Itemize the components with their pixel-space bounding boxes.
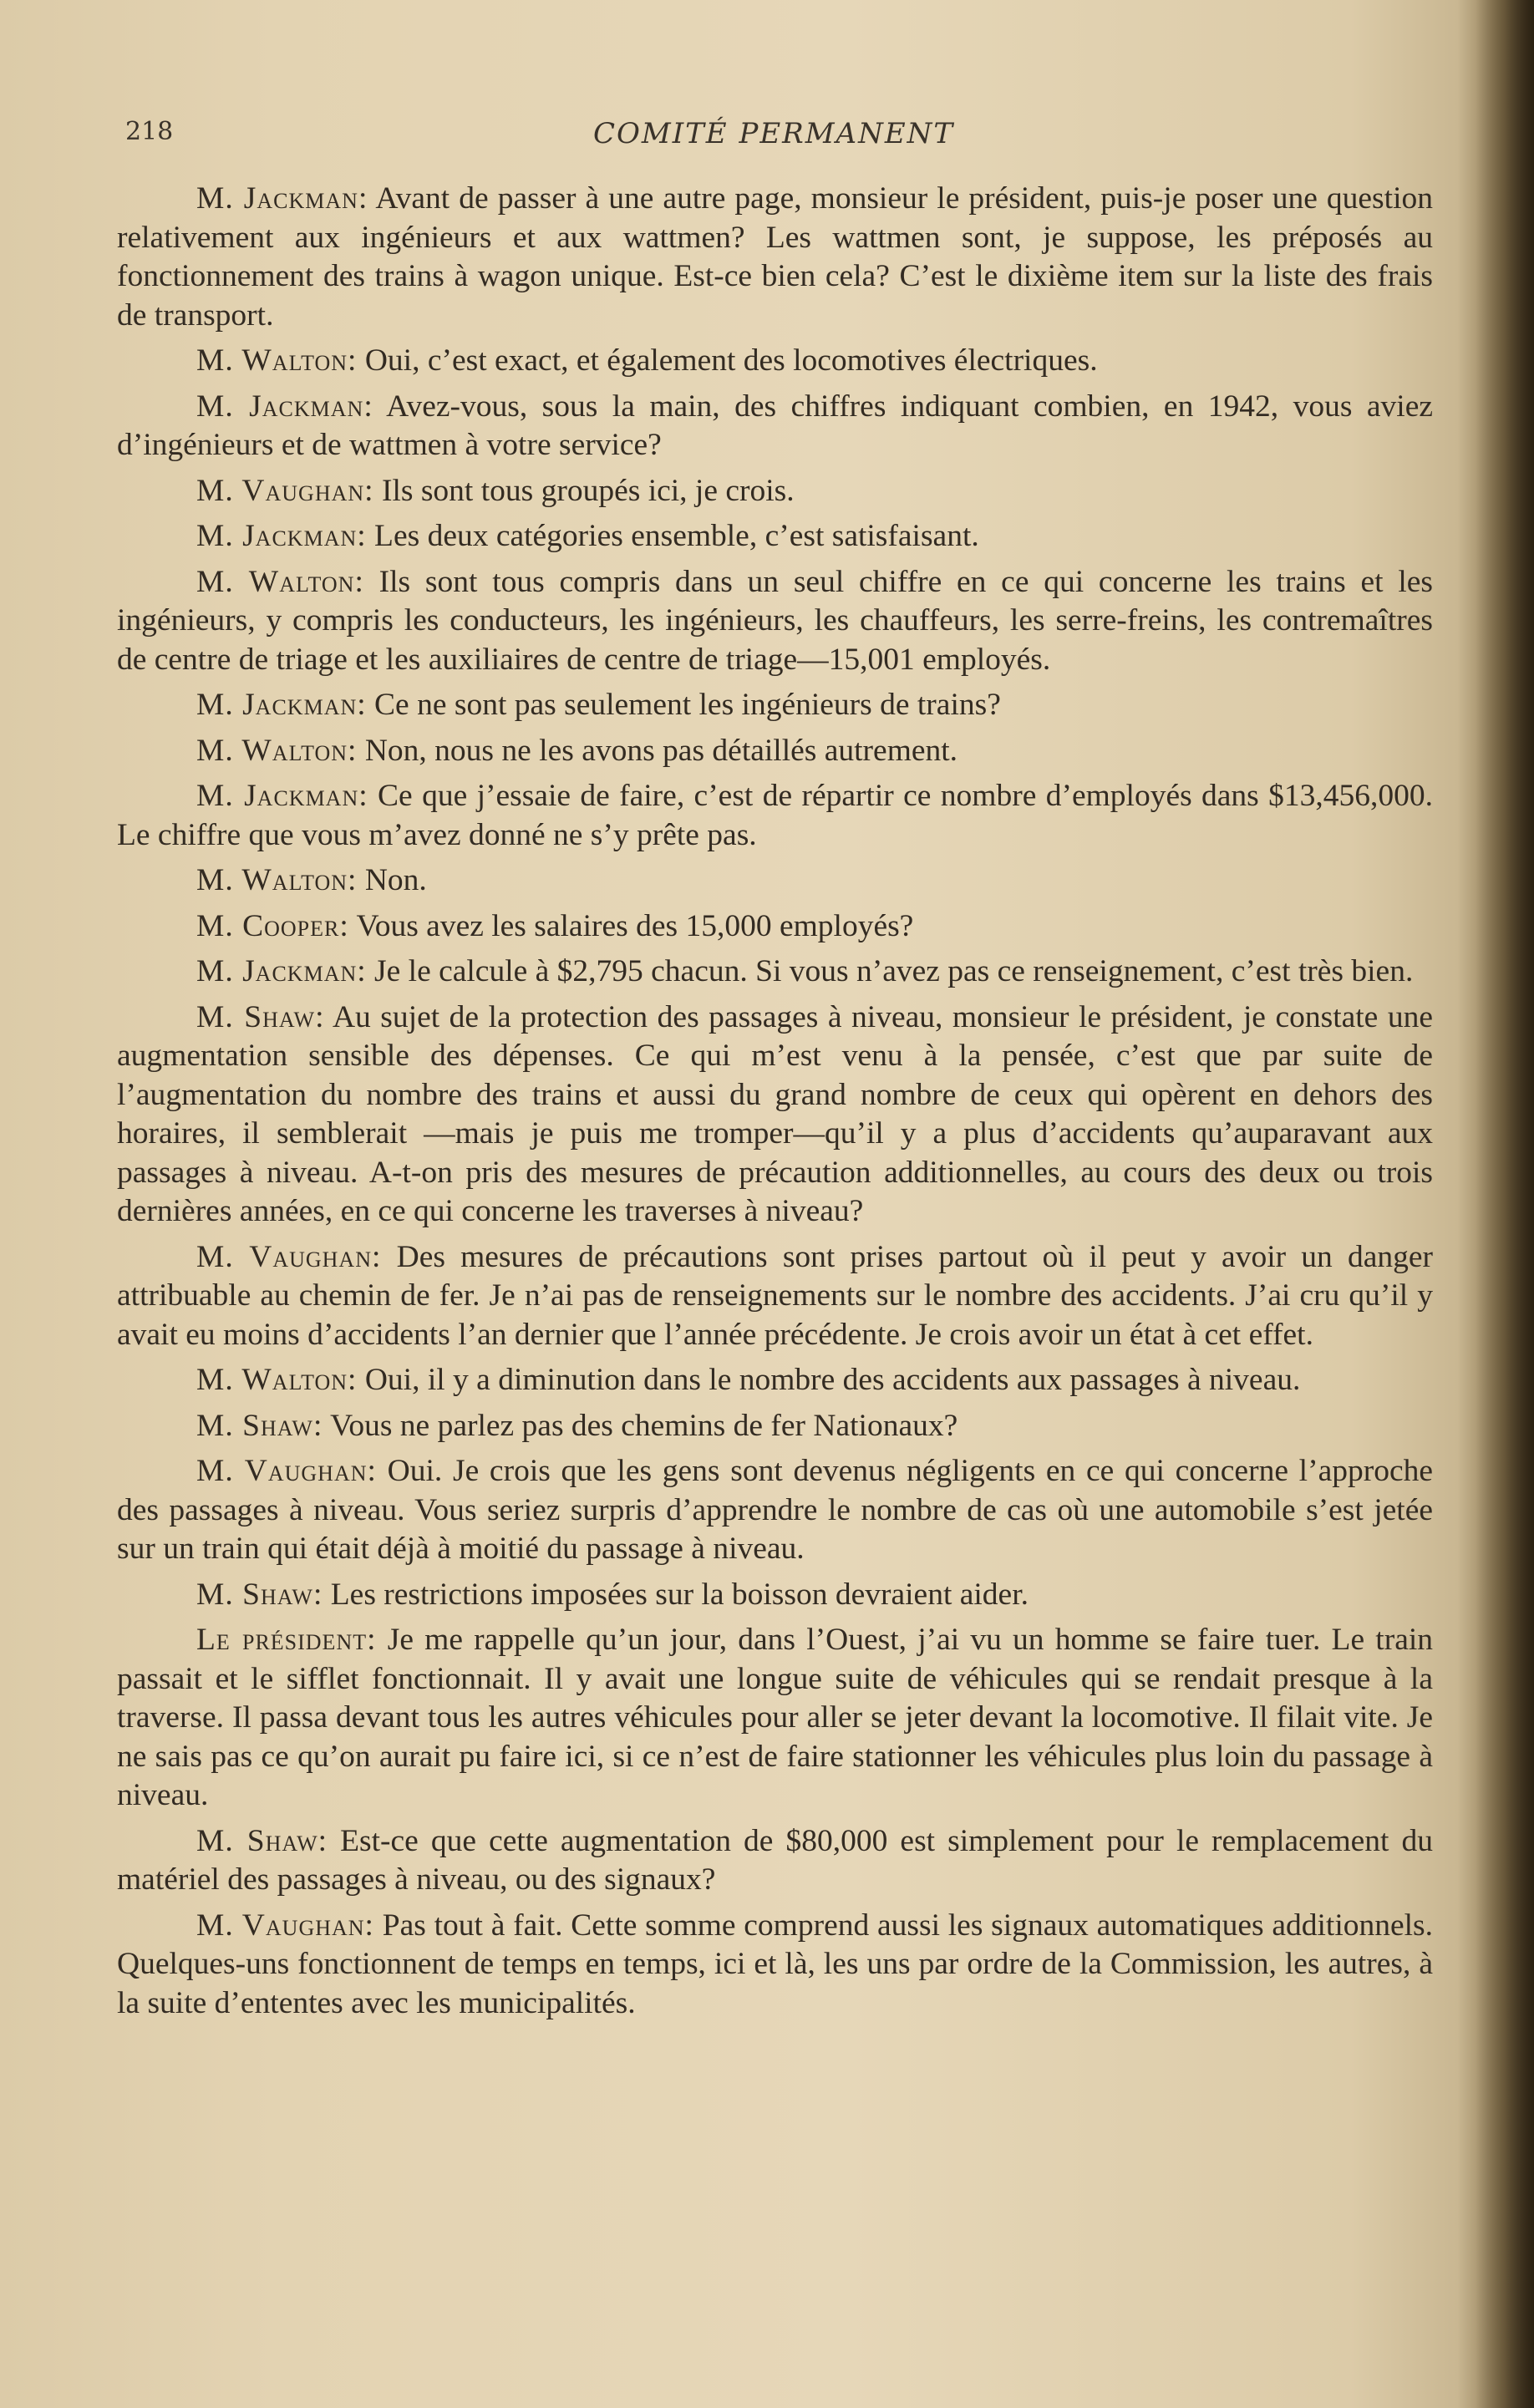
paragraph-text: Les deux catégories ensemble, c’est satisfaisant. [374, 519, 979, 553]
paragraph [117, 861, 1433, 901]
speaker-name: M. Walton: [196, 564, 364, 599]
paragraph [117, 1238, 1433, 1355]
speaker-name: M. Jackman: [196, 688, 367, 722]
paragraph [117, 1407, 1433, 1446]
paragraph [117, 1576, 1433, 1615]
paragraph-text: Les restrictions imposées sur la boisson devraient aider. [330, 1577, 1029, 1612]
page-header [125, 117, 1429, 159]
speaker-name: M. Shaw: [196, 999, 325, 1034]
binding-shadow [1476, 0, 1534, 2408]
paragraph-text: Avant de passer à une autre page, monsieur le président, puis-je poser une question relativement aux ingénieurs et aux wattmen? Les wattmen sont, je suppose, les préposés au fonctionnement des trains à wagon unique. Est-ce bien cela? C’est le dixième item sur la liste des frais de transport. [117, 181, 1433, 333]
speaker-name: M. Walton: [196, 863, 358, 897]
paragraph [117, 732, 1433, 771]
speaker-name: M. Shaw: [196, 1408, 323, 1443]
paragraph-text: Ils sont tous compris dans un seul chiffre en ce qui concerne les trains et les ingénieurs, y compris les conducteurs, les ingénieurs, les chauffeurs, les serre-freins, les contremaîtres de centre de triage et les auxiliaires de centre de triage—15,001 employés. [117, 564, 1433, 677]
paragraph-text: Je le calcule à $2,795 chacun. Si vous n’avez pas ce renseignement, c’est très bien. [374, 954, 1414, 988]
paragraph [117, 563, 1433, 680]
paragraph [117, 388, 1433, 465]
paragraph-text: Je me rappelle qu’un jour, dans l’Ouest, j’ai vu un homme se faire tuer. Le train passait et le sifflet fonctionnait. Il y avait une longue suite de véhicules qui se rendait presque à la traverse. Il passa devant tous les autres véhicules pour aller se jeter devant la locomotive. Il filait vite. Je ne sais pas ce qu’on aurait pu faire ici, si ce n’est de faire stationner les véhicules plus loin du passage à niveau. [117, 1623, 1434, 1812]
speaker-name: M. Jackman: [196, 181, 368, 216]
paragraph-text: Oui. Je crois que les gens sont devenus négligents en ce qui concerne l’approche des passages à niveau. Vous seriez surpris d’apprendre le nombre de cas où une automobile s’est jetée sur un train qui était déjà à moitié du passage à niveau. [117, 1454, 1434, 1566]
paragraph-text: Vous ne parlez pas des chemins de fer Nationaux? [330, 1408, 958, 1443]
paragraph [117, 1907, 1433, 2024]
paragraph [117, 686, 1433, 725]
paragraph-text: Ils sont tous groupés ici, je crois. [381, 473, 795, 508]
speaker-name: M. Vaughan: [196, 1239, 382, 1274]
paragraph-text: Ce que j’essaie de faire, c’est de répartir ce nombre d’employés dans $13,456,000. Le chiffre que vous m’avez donné ne s’y prête pas. [117, 779, 1434, 852]
paragraph-text: Non, nous ne les avons pas détaillés autrement. [364, 733, 958, 768]
speaker-name: M. Walton: [196, 733, 358, 768]
paragraph-text: Des mesures de précautions sont prises partout où il peut y avoir un danger attribuable au chemin de fer. Je n’ai pas de renseignements sur le nombre des accidents. J’ai cru qu’il y avait eu moins d’accidents l’an dernier que l’année précédente. Je crois avoir un état à cet effet. [117, 1239, 1434, 1352]
paragraph [117, 1621, 1433, 1816]
speaker-name: M. Cooper: [196, 908, 349, 943]
paragraph [117, 1822, 1433, 1900]
paragraph-text: Ce ne sont pas seulement les ingénieurs de trains? [374, 688, 1001, 722]
paragraph [117, 953, 1433, 992]
paragraph-text: Oui, c’est exact, et également des locomotives électriques. [364, 343, 1098, 378]
transcript-body [117, 180, 1433, 2030]
paragraph [117, 907, 1433, 947]
paragraph [117, 472, 1433, 511]
speaker-name: M. Shaw: [196, 1823, 328, 1858]
paragraph-text: Au sujet de la protection des passages à niveau, monsieur le président, je constate une augmentation sensible des dépenses. Ce qui m’est venu à la pensée, c’est que par suite de l’augmentation du nombre des trains et aussi du grand nombre de ceux qui opèrent en dehors des horaires, il semblerait —mais je puis me tromper—qu’il y a plus d’accidents qu’auparavant aux passages à niveau. A-t-on pris des mesures de précaution additionnelles, au cours des deux ou trois dernières années, en ce qui concerne les traverses à niveau? [117, 999, 1433, 1228]
speaker-name: Le président: [196, 1623, 377, 1657]
paragraph [117, 517, 1433, 556]
paragraph-text: Oui, il y a diminution dans le nombre des accidents aux passages à niveau. [364, 1363, 1301, 1397]
paragraph-text: Non. [364, 863, 427, 897]
speaker-name: M. Vaughan: [196, 473, 374, 508]
paragraph [117, 777, 1433, 855]
paragraph-text: Avez-vous, sous la main, des chiffres indiquant combien, en 1942, vous aviez d’ingénieurs et de wattmen à votre service? [117, 389, 1434, 462]
speaker-name: M. Jackman: [196, 779, 368, 813]
paragraph-text: Vous avez les salaires des 15,000 employés? [356, 908, 914, 943]
running-title: COMITÉ PERMANENT [593, 117, 955, 150]
speaker-name: M. Jackman: [196, 389, 373, 424]
speaker-name: M. Jackman: [196, 519, 367, 553]
paragraph [117, 342, 1433, 381]
speaker-name: M. Vaughan: [196, 1454, 377, 1488]
paragraph-text: Pas tout à fait. Cette somme comprend aussi les signaux automatiques additionnels. Quelques-uns fonctionnent de temps en temps, ici et là, les uns par ordre de la Commission, les autres, à la suite d’ententes avec les municipalités. [117, 1908, 1434, 2020]
paragraph [117, 1452, 1433, 1569]
paragraph [117, 1361, 1433, 1400]
speaker-name: M. Vaughan: [196, 1908, 374, 1943]
paragraph-text: Est-ce que cette augmentation de $80,000 est simplement pour le remplacement du matériel des passages à niveau, ou des signaux? [117, 1823, 1433, 1897]
speaker-name: M. Shaw: [196, 1577, 323, 1612]
speaker-name: M. Walton: [196, 1363, 358, 1397]
speaker-name: M. Jackman: [196, 954, 367, 988]
paragraph [117, 180, 1433, 335]
speaker-name: M. Walton: [196, 343, 358, 378]
paragraph [117, 998, 1433, 1232]
page-number: 218 [125, 117, 174, 146]
